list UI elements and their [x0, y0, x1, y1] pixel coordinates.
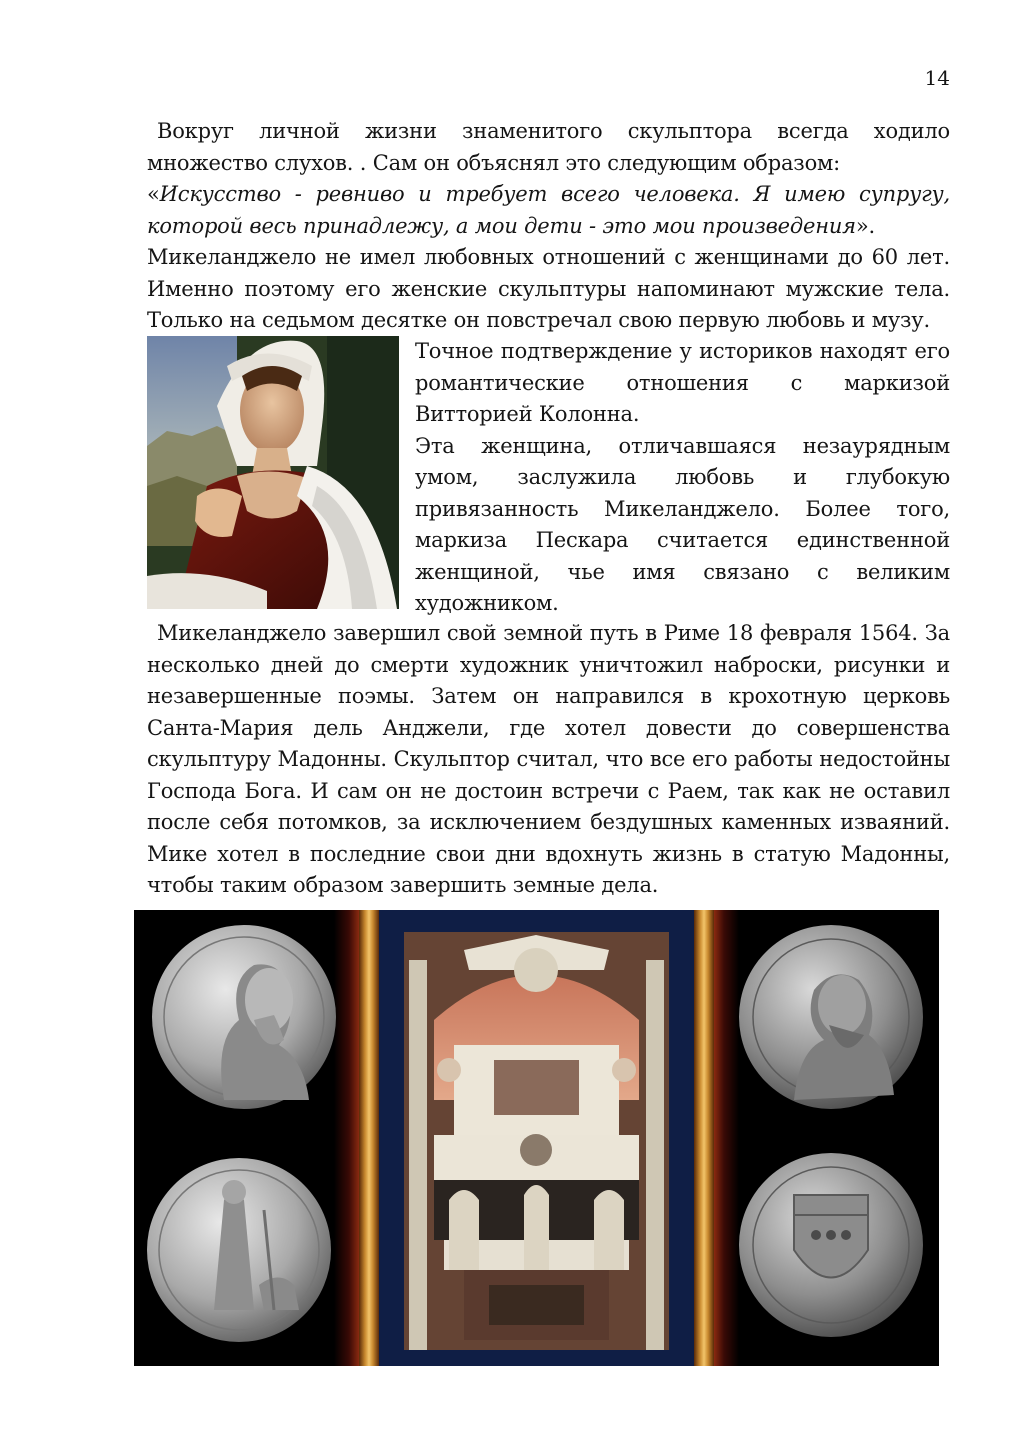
paragraph-death: Микеланджело завершил свой земной путь в Риме 18 февраля 1564. За несколько дней до смерти художник уничтожил наброски, рисунки и незавершенные поэмы. Затем он направился в крохотную церковь Санта-Мария дель Анджели, где хотел довести до совершенства скульптуру Мадонны. Скульптор считал, что все его работы недостойны Господа Бога. И сам он не достоин встречи с Раем, так как не оставил после себя потомков, за исключением бездушных каменных изваяний. Мике хотел в последние свои дни вдохнуть жизнь в статую Мадонны, чтобы таким образом завершить земные дела. [147, 621, 950, 897]
paragraph-rumors: Вокруг личной жизни знаменитого скульптора всегда ходило множество слухов. . Сам он объяснял это следующим образом: [147, 119, 950, 175]
medals-and-tomb-collage [134, 910, 939, 1366]
intro-block [147, 116, 950, 337]
medals-and-tomb-icon [134, 910, 939, 1366]
portrait-painting-icon [147, 336, 399, 609]
quote-paragraph [147, 179, 950, 242]
paragraph-vittoria: Точное подтверждение у историков находят его романтические отношения с маркизой Витторией Колонна. [415, 339, 950, 426]
quote-close: ». [855, 213, 875, 238]
vittoria-block [415, 336, 950, 620]
paragraph-relations: Микеланджело не имел любовных отношений с женщинами до 60 лет. Именно поэтому его женские скульптуры напоминают мужские тела. Только на седьмом десятке он повстречал свою первую любовь и музу. [147, 245, 950, 332]
quote-open: « [147, 182, 160, 206]
quote-text: Искусство - ревниво и требует всего человека. Я имею супругу, которой весь принадлежу, а мои дети - это мои произведения [147, 182, 950, 238]
paragraph-marchesa: Эта женщина, отличавшаяся незаурядным умом, заслужила любовь и глубокую привязанность Микеланджело. Более того, маркиза Пескара считается единственной женщиной, чье имя связано с великим художником. [415, 433, 950, 615]
page-number: 14 [924, 66, 950, 90]
portrait-painting-image [147, 336, 399, 609]
death-block [147, 618, 950, 902]
